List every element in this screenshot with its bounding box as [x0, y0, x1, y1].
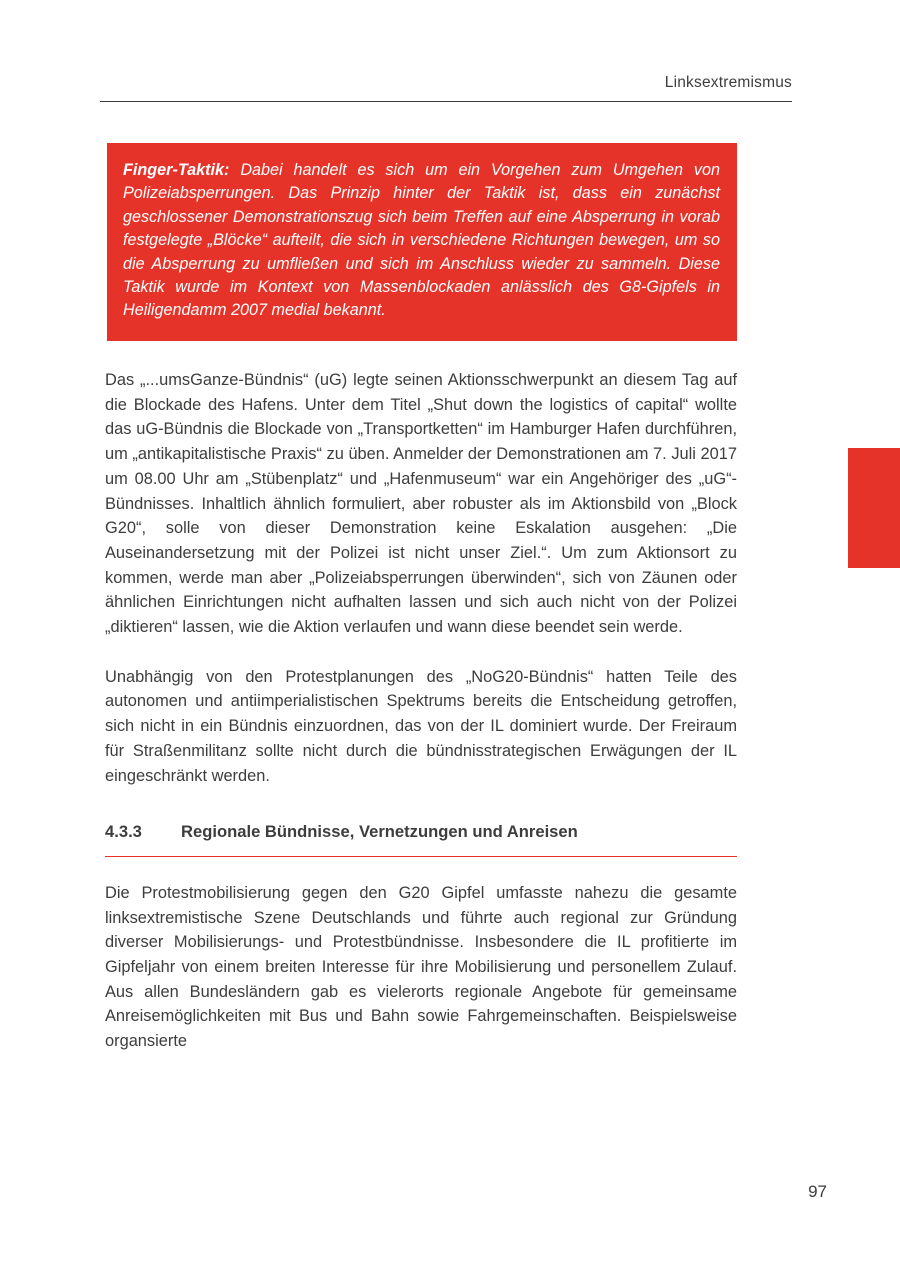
infobox-body: Dabei handelt es sich um ein Vorgehen zum Umgehen von Polizeiabsperrungen. Das Prinzip hinter der Taktik ist, dass ein zunächst geschlossener Demonstrationszug sich beim Treffen auf eine Absperrung in vorab festgelegte „Blöcke“ aufteilt, die sich in verschiedene Richtungen bewegen, um so die Absperrung zu umfließen und sich im Anschluss wieder zu sammeln. Diese Taktik wurde im Kontext von Massenblockaden anlässlich des G8-Gipfels in Heiligendamm 2007 medial bekannt.	[123, 161, 720, 320]
section-heading	[105, 820, 737, 857]
infobox-text	[123, 159, 720, 323]
body-paragraph: Unabhängig von den Protestplanungen des „NoG20-Bündnis“ hatten Teile des autonomen und antiimperialistischen Spektrums bereits die Entscheidung getroffen, sich nicht in ein Bündnis einzuordnen, das von der IL dominiert wurde. Der Freiraum für Straßenmilitanz sollte nicht durch die bündnisstrategischen Erwägungen der IL eingeschränkt werden.	[105, 667, 737, 785]
infobox	[107, 143, 737, 341]
section-number: 4.3.3	[105, 822, 142, 842]
chapter-tab-marker	[848, 448, 900, 568]
page-number: 97	[808, 1182, 827, 1201]
page-content	[105, 368, 737, 1079]
infobox-title: Finger-Taktik:	[123, 161, 230, 179]
body-paragraph: Das „...umsGanze-Bündnis“ (uG) legte seinen Aktionsschwerpunkt an diesem Tag auf die Blockade des Hafens. Unter dem Titel „Shut down the logistics of capital“ wollte das uG-Bündnis die Blockade von „Transportketten“ im Hamburger Hafen durchführen, um „antikapitalistische Praxis“ zu üben. Anmelder der Demonstrationen am 7. Juli 2017 um 08.00 Uhr am „Stübenplatz“ und „Hafenmuseum“ war ein Angehöriger des „uG“-Bündnisses. Inhaltlich ähnlich formuliert, aber robuster als im Aktionsbild von „Block G20“, solle von dieser Demonstration keine Eskalation ausgehen: „Die Auseinandersetzung mit der Polizei ist nicht unser Ziel.“. Um zum Aktionsort zu kommen, werde man aber „Polizeiabsperrungen überwinden“, sich von Zäunen oder ähnlichen Einrichtungen nicht aufhalten lassen und sich auch nicht von der Polizei „diktieren“ lassen, wie die Aktion verlaufen und wann diese beendet sein werde.	[105, 371, 737, 637]
page-footer	[808, 1182, 827, 1202]
body-paragraph: Die Protestmobilisierung gegen den G20 Gipfel umfasste nahezu die gesamte linksextremistische Szene Deutschlands und führte auch regional zur Gründung diverser Mobilisierungs- und Protestbündnisse. Insbesondere die IL profitierte im Gipfeljahr von einem breiten Interesse für ihre Mobilisierung und personellem Zulauf. Aus allen Bundesländern gab es vielerorts regionale Angebote für gemeinsame Anreisemöglichkeiten mit Bus und Bahn sowie Fahrgemeinschaften. Beispielsweise organsierte	[105, 883, 737, 1051]
running-header-title: Linksextremismus	[664, 74, 792, 91]
section-title: Regionale Bündnisse, Vernetzungen und Anreisen	[181, 822, 578, 842]
running-header	[100, 74, 792, 102]
